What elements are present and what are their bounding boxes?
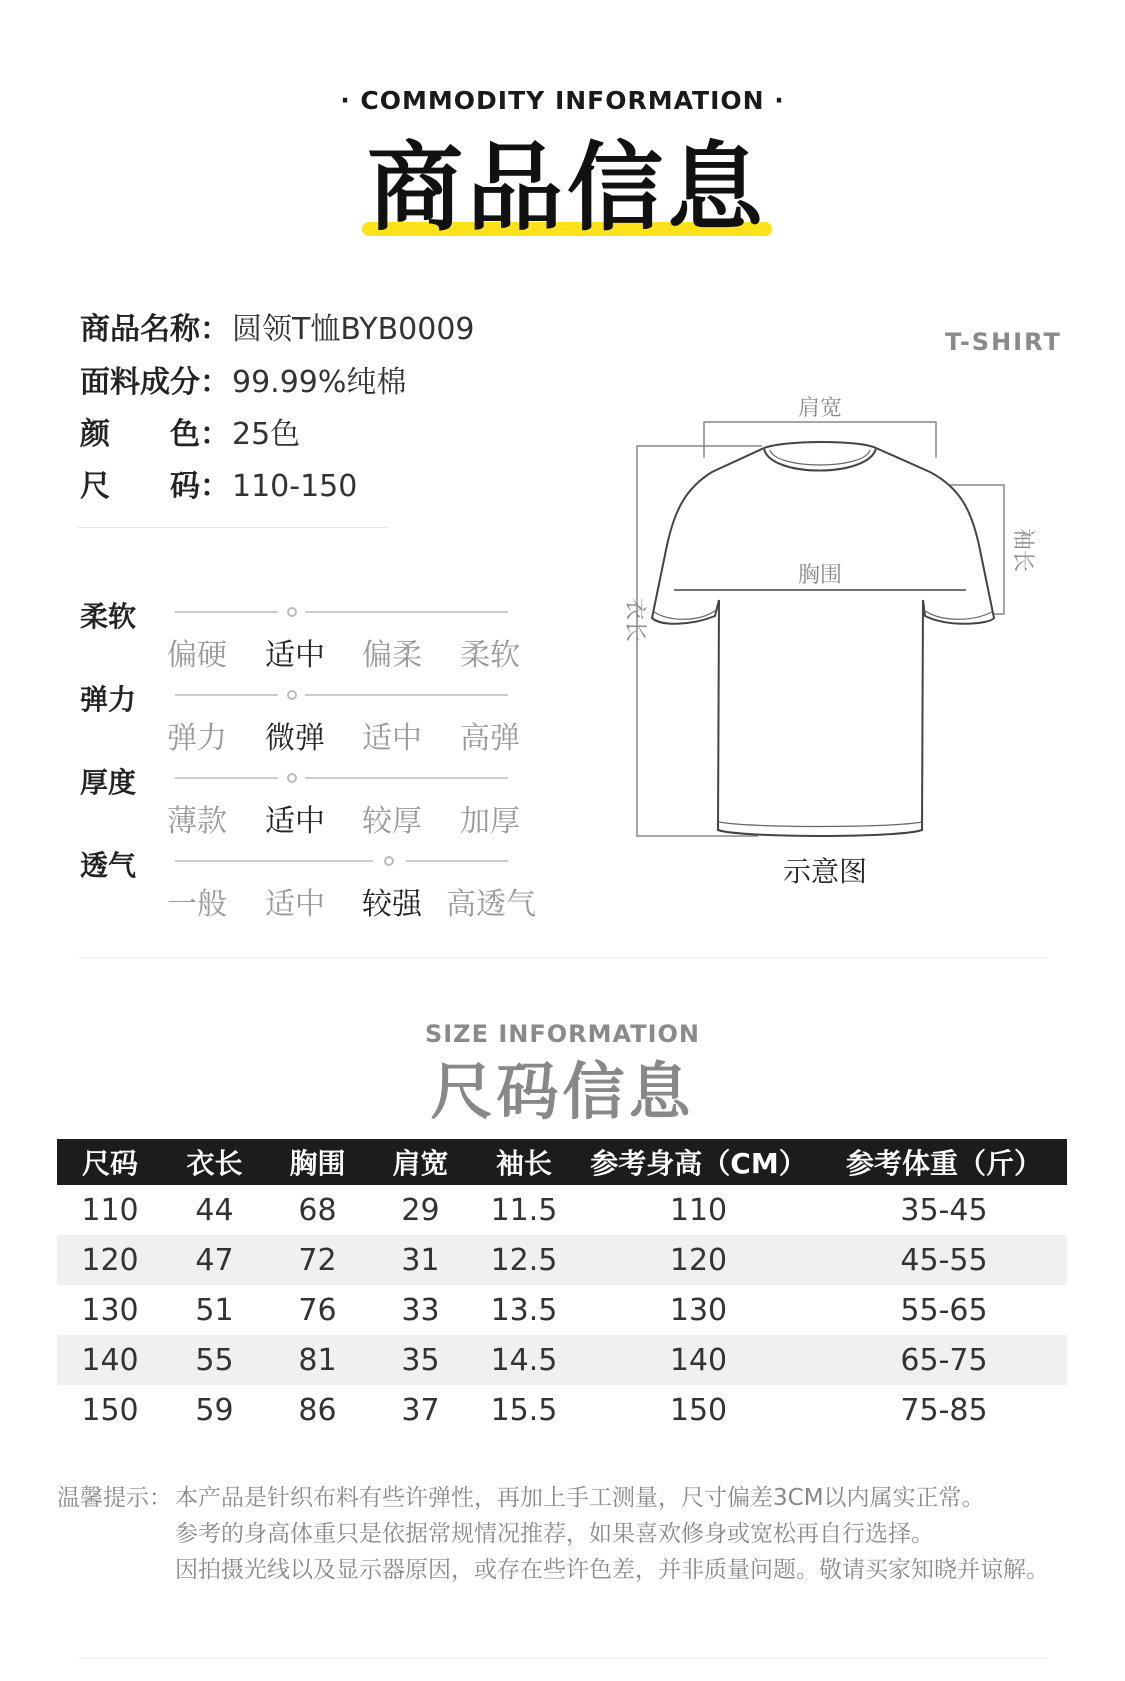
note-line-1 bbox=[57, 1480, 985, 1516]
table-cell: 81 bbox=[266, 1335, 369, 1385]
table-cell: 37 bbox=[401, 1392, 440, 1428]
option-elasticity-3: 高弹 bbox=[460, 721, 520, 756]
scale-line bbox=[305, 694, 508, 696]
info-key: 颜 色： bbox=[80, 417, 230, 452]
note-label: 温馨提示： bbox=[57, 1485, 172, 1511]
info-value: 99.99%纯棉 bbox=[232, 365, 407, 400]
table-cell: 68 bbox=[298, 1192, 337, 1228]
attr-thickness-label: 厚度 bbox=[80, 766, 137, 799]
info-key: 商品名称： bbox=[80, 312, 230, 347]
info-divider bbox=[78, 527, 388, 528]
table-cell: 150 bbox=[81, 1392, 139, 1428]
scale-marker bbox=[287, 607, 297, 617]
table-header-row bbox=[57, 1139, 1067, 1185]
option-thickness-0: 薄款 bbox=[167, 804, 227, 839]
scale-marker bbox=[287, 690, 297, 700]
info-key: 面料成分： bbox=[80, 365, 230, 400]
attr-softness-label: 柔软 bbox=[80, 600, 137, 633]
table-cell: 45-55 bbox=[821, 1235, 1067, 1285]
option-elasticity-2: 适中 bbox=[362, 721, 422, 756]
table-cell: 120 bbox=[57, 1235, 163, 1285]
table-cell: 110 bbox=[669, 1192, 728, 1228]
size-title: 尺码信息 bbox=[430, 1055, 695, 1128]
scale-line bbox=[175, 694, 278, 696]
info-row-size bbox=[80, 469, 357, 505]
scale-marker bbox=[287, 773, 297, 783]
table-cell: 15.5 bbox=[490, 1392, 558, 1428]
tshirt-label: T-SHIRT bbox=[945, 328, 1062, 356]
table-cell: 35-45 bbox=[900, 1192, 988, 1228]
scale-line bbox=[305, 777, 508, 779]
info-row-color bbox=[80, 417, 300, 453]
option-softness-1: 适中 bbox=[265, 638, 325, 673]
option-thickness-3: 加厚 bbox=[460, 804, 520, 839]
header-chest: 胸围 bbox=[266, 1139, 369, 1185]
table-cell: 86 bbox=[298, 1392, 337, 1428]
table-cell: 55-65 bbox=[900, 1292, 988, 1328]
shoulder-width-label: 肩宽 bbox=[797, 396, 843, 421]
table-cell: 12.5 bbox=[472, 1235, 576, 1285]
table-cell: 33 bbox=[401, 1292, 440, 1328]
table-row bbox=[57, 1335, 1067, 1385]
table-cell: 29 bbox=[401, 1192, 440, 1228]
table-row bbox=[57, 1285, 1067, 1335]
header-weight: 参考体重（斤） bbox=[821, 1139, 1067, 1185]
table-row bbox=[57, 1185, 1067, 1235]
attr-breathability-label: 透气 bbox=[80, 849, 137, 882]
option-breathability-3: 高透气 bbox=[446, 887, 536, 922]
chest-label: 胸围 bbox=[797, 563, 843, 588]
info-key: 尺 码： bbox=[80, 469, 230, 504]
option-softness-2: 偏柔 bbox=[362, 638, 422, 673]
tshirt-diagram bbox=[600, 396, 1035, 840]
info-row-name bbox=[80, 312, 475, 348]
table-cell: 75-85 bbox=[900, 1392, 988, 1428]
header-sleeve: 袖长 bbox=[472, 1139, 576, 1185]
size-table bbox=[57, 1139, 1067, 1435]
scale-line bbox=[175, 860, 373, 862]
table-cell: 13.5 bbox=[490, 1292, 558, 1328]
note-text: 本产品是针织布料有些许弹性，再加上手工测量，尺寸偏差3CM以内属实正常。 bbox=[175, 1485, 985, 1511]
table-cell: 14.5 bbox=[472, 1335, 576, 1385]
option-thickness-2: 较厚 bbox=[362, 804, 422, 839]
option-breathability-2: 较强 bbox=[362, 887, 422, 922]
scale-line bbox=[305, 611, 508, 613]
note-line-3: 因拍摄光线以及显示器原因，或存在些许色差，并非质量问题。敬请买家知晓并谅解。 bbox=[175, 1557, 1049, 1583]
table-cell: 140 bbox=[57, 1335, 163, 1385]
table-row bbox=[57, 1235, 1067, 1285]
table-cell: 55 bbox=[163, 1335, 266, 1385]
length-label: 衣长 bbox=[622, 597, 647, 643]
table-cell: 51 bbox=[195, 1292, 234, 1328]
table-cell: 130 bbox=[669, 1292, 728, 1328]
header-shoulder: 肩宽 bbox=[369, 1139, 472, 1185]
option-elasticity-0: 弹力 bbox=[167, 721, 227, 756]
info-value: 110-150 bbox=[232, 469, 358, 504]
table-cell: 35 bbox=[369, 1335, 472, 1385]
table-cell: 120 bbox=[576, 1235, 821, 1285]
page-title: 商品信息 bbox=[367, 132, 767, 244]
info-row-fabric bbox=[80, 365, 406, 401]
commodity-eyebrow: · COMMODITY INFORMATION · bbox=[340, 86, 785, 115]
bottom-divider bbox=[78, 1658, 1048, 1659]
table-cell: 65-75 bbox=[821, 1335, 1067, 1385]
header-length: 衣长 bbox=[163, 1139, 266, 1185]
title-block bbox=[362, 132, 772, 248]
option-breathability-1: 适中 bbox=[265, 887, 325, 922]
size-eyebrow: SIZE INFORMATION bbox=[424, 1020, 701, 1048]
attr-elasticity-label: 弹力 bbox=[80, 683, 137, 716]
sleeve-length-label: 袖长 bbox=[1010, 527, 1035, 573]
table-cell: 110 bbox=[81, 1192, 139, 1228]
scale-marker bbox=[384, 856, 394, 866]
table-cell: 130 bbox=[81, 1292, 139, 1328]
table-cell: 76 bbox=[298, 1292, 337, 1328]
scale-line bbox=[175, 611, 278, 613]
section-divider bbox=[78, 957, 1048, 958]
info-value: 圆领T恤BYB0009 bbox=[232, 312, 475, 347]
table-cell: 47 bbox=[163, 1235, 266, 1285]
header-height: 参考身高（CM） bbox=[576, 1139, 821, 1185]
scale-line bbox=[175, 777, 278, 779]
header-size: 尺码 bbox=[57, 1139, 163, 1185]
scale-line bbox=[406, 860, 508, 862]
table-cell: 150 bbox=[669, 1392, 728, 1428]
table-cell: 72 bbox=[266, 1235, 369, 1285]
table-row bbox=[57, 1385, 1067, 1435]
tshirt-outline bbox=[652, 442, 994, 836]
table-cell: 31 bbox=[369, 1235, 472, 1285]
table-cell: 44 bbox=[195, 1192, 234, 1228]
option-softness-0: 偏硬 bbox=[167, 638, 227, 673]
note-line-2: 参考的身高体重只是依据常规情况推荐，如果喜欢修身或宽松再自行选择。 bbox=[175, 1521, 934, 1547]
option-elasticity-1: 微弹 bbox=[265, 721, 325, 756]
option-softness-3: 柔软 bbox=[460, 638, 520, 673]
option-thickness-1: 适中 bbox=[265, 804, 325, 839]
info-value: 25色 bbox=[232, 417, 301, 452]
table-cell: 59 bbox=[195, 1392, 234, 1428]
option-breathability-0: 一般 bbox=[167, 887, 227, 922]
diagram-caption: 示意图 bbox=[782, 855, 867, 888]
table-cell: 11.5 bbox=[490, 1192, 558, 1228]
table-cell: 140 bbox=[576, 1335, 821, 1385]
